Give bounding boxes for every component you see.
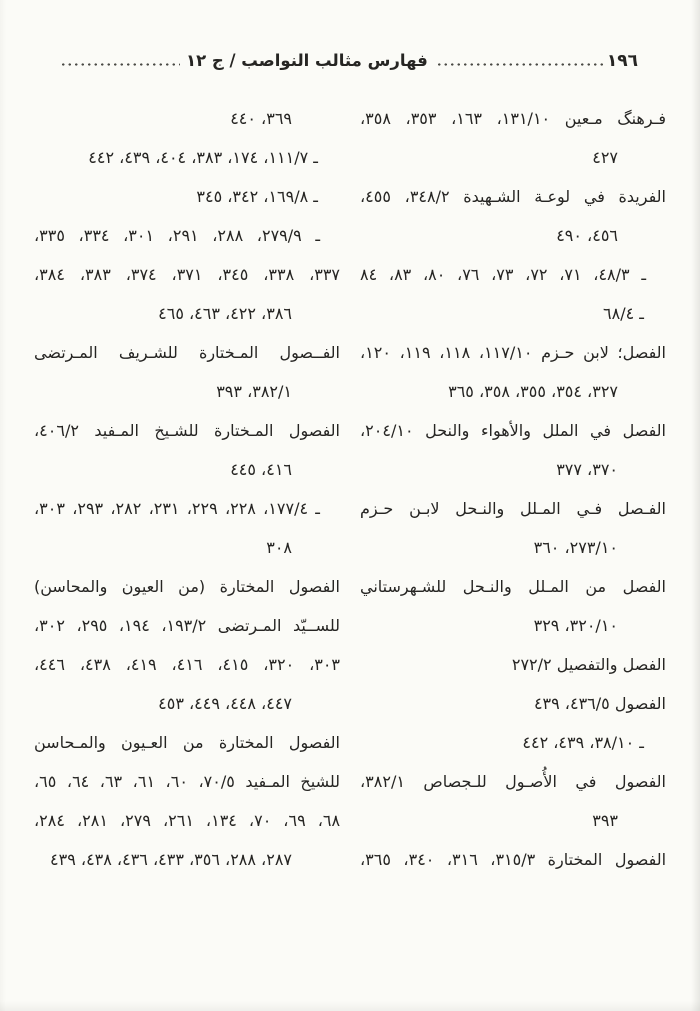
index-line: ٣٨٦، ٤٢٢، ٤٦٣، ٤٦٥ <box>158 304 292 323</box>
index-line: الفــصول المـختارة للشـريف المـرتضى <box>34 343 340 362</box>
index-line: الفصل؛ لابن حـزم ١١٧/١٠، ١١٨، ١١٩، ١٢٠، <box>360 343 666 362</box>
index-line: ٤١٦، ٤٤٥ <box>230 460 292 479</box>
index-line: الفصول المـختارة للشـيخ المـفيد ٤٠٦/٢، <box>34 421 340 440</box>
running-title: فهارس مثالب النواصب / ج ١٢ <box>186 51 428 70</box>
index-line: ـ ١١١/٧، ١٧٤، ٣٨٣، ٤٠٤، ٤٣٩، ٤٤٢ <box>88 148 318 167</box>
index-line: ـ ١٧٧/٤، ٢٢٨، ٢٢٩، ٢٣١، ٢٨٢، ٢٩٣، ٣٠٣، <box>34 499 320 518</box>
index-line: الفصول المختارة ٣١٥/٣، ٣١٦، ٣٤٠، ٣٦٥، <box>360 850 666 869</box>
index-line: الفصل من المـلل والنـحل للشـهرستاني <box>360 577 666 596</box>
index-line: ـ ٤٨/٣، ٧١، ٧٢، ٧٣، ٧٦، ٨٠، ٨٣، ٨٤ <box>360 265 647 284</box>
index-line: ـ ١٦٩/٨، ٣٤٢، ٣٤٥ <box>196 187 318 206</box>
index-line: للشيخ المـفيد ٧٠/٥، ٦٠، ٦١، ٦٣، ٦٤، ٦٥، <box>34 772 340 791</box>
index-line: ٤٥٦، ٤٩٠ <box>556 226 618 245</box>
page-header <box>60 47 640 73</box>
index-column-left <box>34 99 340 879</box>
index-line: ٣٣٧، ٣٣٨، ٣٤٥، ٣٧١، ٣٧٤، ٣٨٣، ٣٨٤، <box>34 265 340 284</box>
index-line: ٤٢٧ <box>592 148 618 167</box>
index-line: الفصل والتفصيل ٢٧٢/٢ <box>511 655 666 674</box>
index-line: للســيّد المـرتضى ١٩٣/٢، ١٩٤، ٢٩٥، ٣٠٢، <box>34 616 340 635</box>
index-line: ٣٢٠/١٠، ٣٢٩ <box>533 616 618 635</box>
index-line: ـ ٣٨/١٠، ٤٣٩، ٤٤٢ <box>522 733 644 752</box>
dotted-leader <box>60 60 180 69</box>
index-column-right <box>360 99 666 879</box>
index-line: ٢٨٧، ٢٨٨، ٣٥٦، ٤٣٣، ٤٣٦، ٤٣٨، ٤٣٩ <box>50 850 292 869</box>
index-line: ٣٩٣ <box>592 811 618 830</box>
index-line: الفريدة في لوعـة الشـهيدة ٣٤٨/٢، ٤٥٥، <box>360 187 666 206</box>
index-line: ٤٤٧، ٤٤٨، ٤٤٩، ٤٥٣ <box>158 694 292 713</box>
index-line: الفصول المختارة من العـيون والمـحاسن <box>34 733 340 752</box>
index-line: ٣٦٩، ٤٤٠ <box>230 109 292 128</box>
index-line: ـ ٢٧٩/٩، ٢٨٨، ٢٩١، ٣٠١، ٣٣٤، ٣٣٥، <box>34 226 321 245</box>
index-line: ٣٠٣، ٣٢٠، ٤١٥، ٤١٦، ٤١٩، ٤٣٨، ٤٤٦، <box>34 655 340 674</box>
index-line: ٣٢٧، ٣٥٤، ٣٥٥، ٣٥٨، ٣٦٥ <box>448 382 618 401</box>
index-line: ٢٧٣/١٠، ٣٦٠ <box>533 538 618 557</box>
index-line: الفـصل فـي المـلل والنـحل لابـن حـزم <box>360 499 666 518</box>
index-line: الفصل في الملل والأهواء والنحل ٢٠٤/١٠، <box>360 421 666 440</box>
index-line: ٣٨٢/١، ٣٩٣ <box>216 382 292 401</box>
index-line: الفصول المختارة (من العيون والمحاسن) <box>34 577 340 596</box>
index-line: الفصول في الأُصـول للـجصاص ٣٨٢/١، <box>360 772 666 791</box>
page-number: ١٩٦ <box>606 51 638 71</box>
index-line: ٦٨، ٦٩، ٧٠، ١٣٤، ٢٦١، ٢٧٩، ٢٨١، ٢٨٤، <box>34 811 340 830</box>
dotted-leader <box>436 60 603 69</box>
index-line: ـ ٦٨/٤ <box>603 304 644 323</box>
index-line: الفصول ٤٣٦/٥، ٤٣٩ <box>533 694 666 713</box>
index-line: ٣٧٠، ٣٧٧ <box>556 460 618 479</box>
index-line: ٣٠٨ <box>266 538 292 557</box>
index-line: فـرهنگ مـعين ١٣١/١٠، ١٦٣، ٣٥٣، ٣٥٨، <box>360 109 666 128</box>
